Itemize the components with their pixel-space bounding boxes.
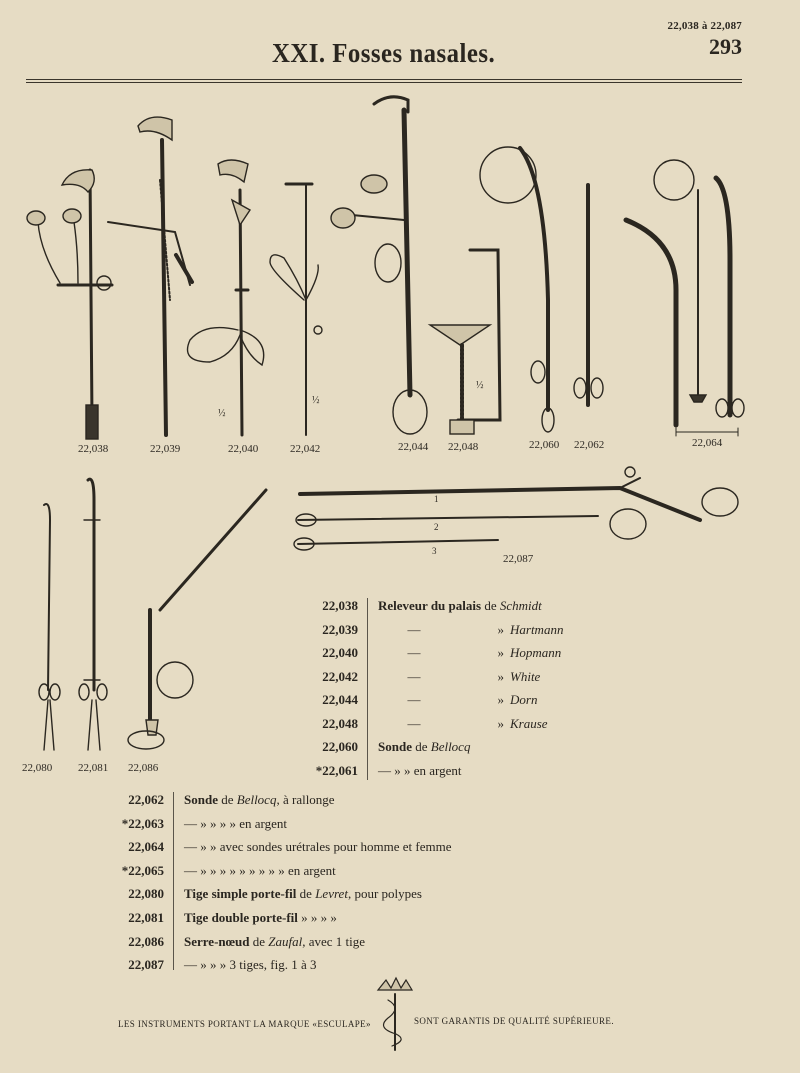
catalog-code: 22,064 <box>128 839 164 855</box>
fig-label-22081: 22,081 <box>78 762 109 774</box>
description-text: — » » avec sondes urétrales pour homme et femme <box>184 839 452 855</box>
fig-label-22044: 22,044 <box>398 441 429 453</box>
scale-mark: ½ <box>476 380 484 391</box>
maker-name: Levret <box>315 886 348 902</box>
catalog-description <box>184 910 337 926</box>
item-detail: , pour polypes <box>347 886 422 902</box>
connector: de <box>296 886 316 902</box>
catalog-code: 22,086 <box>128 933 164 949</box>
ditto-dash: — <box>407 621 421 637</box>
item-name: Tige simple porte-fil <box>184 886 297 902</box>
instrument-22039-drawing <box>108 117 192 435</box>
maker-name: Zaufal <box>268 933 303 949</box>
fig-label-22039: 22,039 <box>150 443 181 455</box>
catalog-description <box>184 934 365 950</box>
catalog-code: 22,048 <box>322 715 358 731</box>
description-text: — » » en argent <box>378 762 462 778</box>
fig-label-22048: 22,048 <box>448 441 479 453</box>
item-detail: , avec 1 tige <box>302 933 366 949</box>
fig-label-22060: 22,060 <box>529 439 560 451</box>
description-text: — » » » » en argent <box>184 815 288 831</box>
catalog-code: 22,038 <box>322 598 358 613</box>
ditto-dash: — <box>407 715 421 731</box>
maker-name: Bellocq <box>430 739 471 754</box>
catalog-code: 22,081 <box>128 910 164 925</box>
fig-label-22080: 22,080 <box>22 762 53 774</box>
catalog-description <box>378 669 540 685</box>
description-text: — » » » » » » » » » en argent <box>184 862 336 878</box>
maker-name: Hopmann <box>510 645 562 660</box>
catalog-description <box>378 763 462 779</box>
fig-label-22086: 22,086 <box>128 762 159 774</box>
maker-name: White <box>510 668 541 684</box>
catalog-description <box>184 839 452 855</box>
catalog-code: 22,039 <box>322 621 358 637</box>
ditto-mark: » <box>497 715 504 731</box>
catalog-code: 22,087 <box>128 957 164 973</box>
connector: de <box>481 598 500 613</box>
catalog-description <box>378 622 563 638</box>
fig-label-22042: 22,042 <box>290 443 321 455</box>
ditto-dash: — <box>407 668 421 684</box>
catalog-description <box>184 792 335 808</box>
caduceus-crown-logo <box>378 978 412 1050</box>
catalog-top-divider <box>367 598 368 780</box>
item-name: Tige double porte-fil <box>184 910 298 925</box>
fig-label-22038: 22,038 <box>78 443 109 455</box>
page-number: 293 <box>709 34 742 59</box>
catalog-description <box>184 886 422 902</box>
instrument-22044-drawing <box>331 97 427 434</box>
instrument-22048-drawing <box>430 250 500 434</box>
catalog-description <box>184 816 287 832</box>
footer-left-text: LES INSTRUMENTS PORTANT LA MARQUE «ESCULAPE» <box>118 1019 371 1029</box>
catalog-description <box>378 716 548 732</box>
sub-fig-1: 1 <box>434 494 439 504</box>
instrument-22064-drawing <box>626 160 744 436</box>
maker-name: Schmidt <box>499 598 542 613</box>
footer-right-text: SONT GARANTIS DE QUALITÉ SUPÉRIEURE. <box>414 1016 614 1026</box>
ditto-mark: » <box>497 645 504 660</box>
catalog-code: 22,042 <box>322 668 358 684</box>
item-name: Serre-nœud <box>184 933 250 949</box>
instrument-22038-drawing <box>27 170 112 439</box>
catalog-description <box>184 957 317 973</box>
instrument-22086-drawing <box>128 490 266 749</box>
catalog-code: 22,044 <box>322 692 358 707</box>
catalog-code: *22,063 <box>121 815 164 831</box>
instrument-22062-drawing <box>574 185 603 405</box>
description-text: — » » » 3 tiges, fig. 1 à 3 <box>184 957 317 973</box>
catalog-code: *22,061 <box>315 762 358 778</box>
catalog-code: 22,062 <box>128 792 164 807</box>
item-name: Sonde <box>378 739 412 754</box>
catalog-description <box>184 863 336 879</box>
fig-label-22087: 22,087 <box>503 553 534 565</box>
page-title: XXI. Fosses nasales. <box>272 38 496 68</box>
maker-name: Bellocq <box>236 792 277 807</box>
catalog-description <box>378 645 561 661</box>
ditto-mark: » <box>497 692 504 707</box>
scale-mark: ½ <box>312 395 320 406</box>
scale-mark: ½ <box>218 408 226 419</box>
catalog-code: 22,060 <box>322 739 358 754</box>
ditto-mark: » <box>497 668 504 684</box>
ditto-dash: — <box>407 692 421 707</box>
catalog-code: 22,080 <box>128 886 164 902</box>
connector: de <box>217 792 237 807</box>
catalog-bottom-divider <box>173 792 174 970</box>
page-range: 22,038 à 22,087 <box>667 20 742 32</box>
connector: de <box>249 933 269 949</box>
connector: de <box>411 739 431 754</box>
maker-name: Dorn <box>510 692 538 707</box>
instrument-22060-drawing <box>480 147 554 432</box>
catalog-description <box>378 598 542 614</box>
item-detail: » » » » <box>297 910 337 925</box>
ditto-mark: » <box>497 621 504 637</box>
instrument-22040-drawing <box>188 160 264 435</box>
sub-fig-2: 2 <box>434 522 439 532</box>
fig-label-22040: 22,040 <box>228 443 259 455</box>
sub-fig-3: 3 <box>432 546 437 556</box>
fig-label-22064: 22,064 <box>692 437 723 449</box>
item-name: Releveur du palais <box>378 598 482 613</box>
instrument-22081-drawing <box>79 479 107 750</box>
ditto-dash: — <box>407 645 421 660</box>
item-name: Sonde <box>184 792 218 807</box>
catalog-code: 22,040 <box>322 645 358 660</box>
catalog-code: *22,065 <box>121 862 164 878</box>
maker-name: Krause <box>510 715 548 731</box>
catalog-description <box>378 692 537 708</box>
fig-label-22062: 22,062 <box>574 439 605 451</box>
instrument-22080-drawing <box>39 504 60 750</box>
item-detail: , à rallonge <box>276 792 335 807</box>
instrument-22087-drawing <box>294 467 738 550</box>
maker-name: Hartmann <box>510 621 564 637</box>
catalog-description <box>378 739 470 755</box>
